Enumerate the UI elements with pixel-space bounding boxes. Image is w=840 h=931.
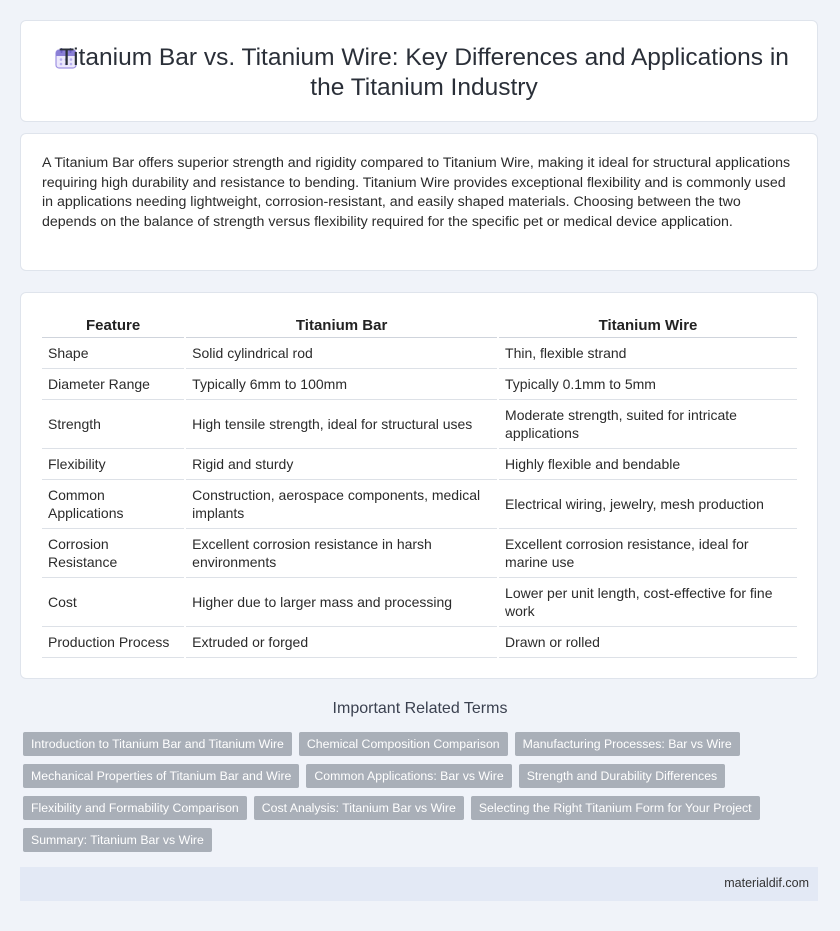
column-header-titanium-bar: Titanium Bar xyxy=(185,313,498,338)
header-card xyxy=(20,20,818,122)
bar-cell: Higher due to larger mass and processing xyxy=(185,578,498,627)
table-row xyxy=(42,480,797,529)
feature-cell: Cost xyxy=(42,578,185,627)
feature-cell: Shape xyxy=(42,338,185,369)
feature-cell: Diameter Range xyxy=(42,369,185,400)
wire-cell: Excellent corrosion resistance, ideal for marine use xyxy=(498,529,797,578)
table-row xyxy=(42,529,797,578)
column-header-titanium-wire: Titanium Wire xyxy=(498,313,797,338)
table-row xyxy=(42,578,797,627)
related-term-tag[interactable]: Chemical Composition Comparison xyxy=(299,732,508,756)
bar-cell: Rigid and sturdy xyxy=(185,449,498,480)
feature-cell: Common Applications xyxy=(42,480,185,529)
related-term-tag[interactable]: Manufacturing Processes: Bar vs Wire xyxy=(515,732,740,756)
wire-cell: Lower per unit length, cost-effective for fine work xyxy=(498,578,797,627)
column-header-feature: Feature xyxy=(42,313,185,338)
comparison-table xyxy=(42,313,797,658)
related-term-tag[interactable]: Introduction to Titanium Bar and Titanium Wire xyxy=(23,732,292,756)
related-term-tag[interactable]: Mechanical Properties of Titanium Bar and Wire xyxy=(23,764,299,788)
intro-paragraph: A Titanium Bar offers superior strength and rigidity compared to Titanium Wire, making it ideal for structural applications requiring high durability and resistance to bending. Titanium Wire provides exceptional flexibility and is commonly used in applications needing lightweight, corrosion-resistant, and easily shaped materials. Choosing between the two depends on the balance of strength versus flexibility required for the specific pet or medical device application. xyxy=(42,155,791,230)
bar-cell: Excellent corrosion resistance in harsh environments xyxy=(185,529,498,578)
feature-cell: Strength xyxy=(42,400,185,449)
table-row xyxy=(42,627,797,658)
bar-cell: Typically 6mm to 100mm xyxy=(185,369,498,400)
footer xyxy=(20,867,818,901)
comparison-card xyxy=(20,292,818,679)
related-terms-heading: Important Related Terms xyxy=(332,700,508,717)
page-title: Titanium Bar vs. Titanium Wire: Key Differences and Applications in the Titanium Industry xyxy=(59,44,789,101)
table-row xyxy=(42,400,797,449)
table-row xyxy=(42,449,797,480)
footer-site-link[interactable]: materialdif.com xyxy=(724,876,809,890)
table-header-row xyxy=(42,313,797,338)
feature-cell: Corrosion Resistance xyxy=(42,529,185,578)
feature-cell: Flexibility xyxy=(42,449,185,480)
related-term-tag[interactable]: Summary: Titanium Bar vs Wire xyxy=(23,828,212,852)
bar-cell: Solid cylindrical rod xyxy=(185,338,498,369)
related-term-tag[interactable]: Flexibility and Formability Comparison xyxy=(23,796,247,820)
wire-cell: Moderate strength, suited for intricate applications xyxy=(498,400,797,449)
table-row xyxy=(42,369,797,400)
related-term-tag[interactable]: Cost Analysis: Titanium Bar vs Wire xyxy=(254,796,464,820)
related-terms-list xyxy=(23,732,813,860)
bar-cell: High tensile strength, ideal for structural uses xyxy=(185,400,498,449)
wire-cell: Drawn or rolled xyxy=(498,627,797,658)
related-term-tag[interactable]: Selecting the Right Titanium Form for Your Project xyxy=(471,796,760,820)
related-term-tag[interactable]: Strength and Durability Differences xyxy=(519,764,725,788)
wire-cell: Thin, flexible strand xyxy=(498,338,797,369)
feature-cell: Production Process xyxy=(42,627,185,658)
table-row xyxy=(42,338,797,369)
related-term-tag[interactable]: Common Applications: Bar vs Wire xyxy=(306,764,511,788)
bar-cell: Construction, aerospace components, medical implants xyxy=(185,480,498,529)
wire-cell: Highly flexible and bendable xyxy=(498,449,797,480)
wire-cell: Typically 0.1mm to 5mm xyxy=(498,369,797,400)
bar-cell: Extruded or forged xyxy=(185,627,498,658)
wire-cell: Electrical wiring, jewelry, mesh production xyxy=(498,480,797,529)
intro-card xyxy=(20,133,818,271)
